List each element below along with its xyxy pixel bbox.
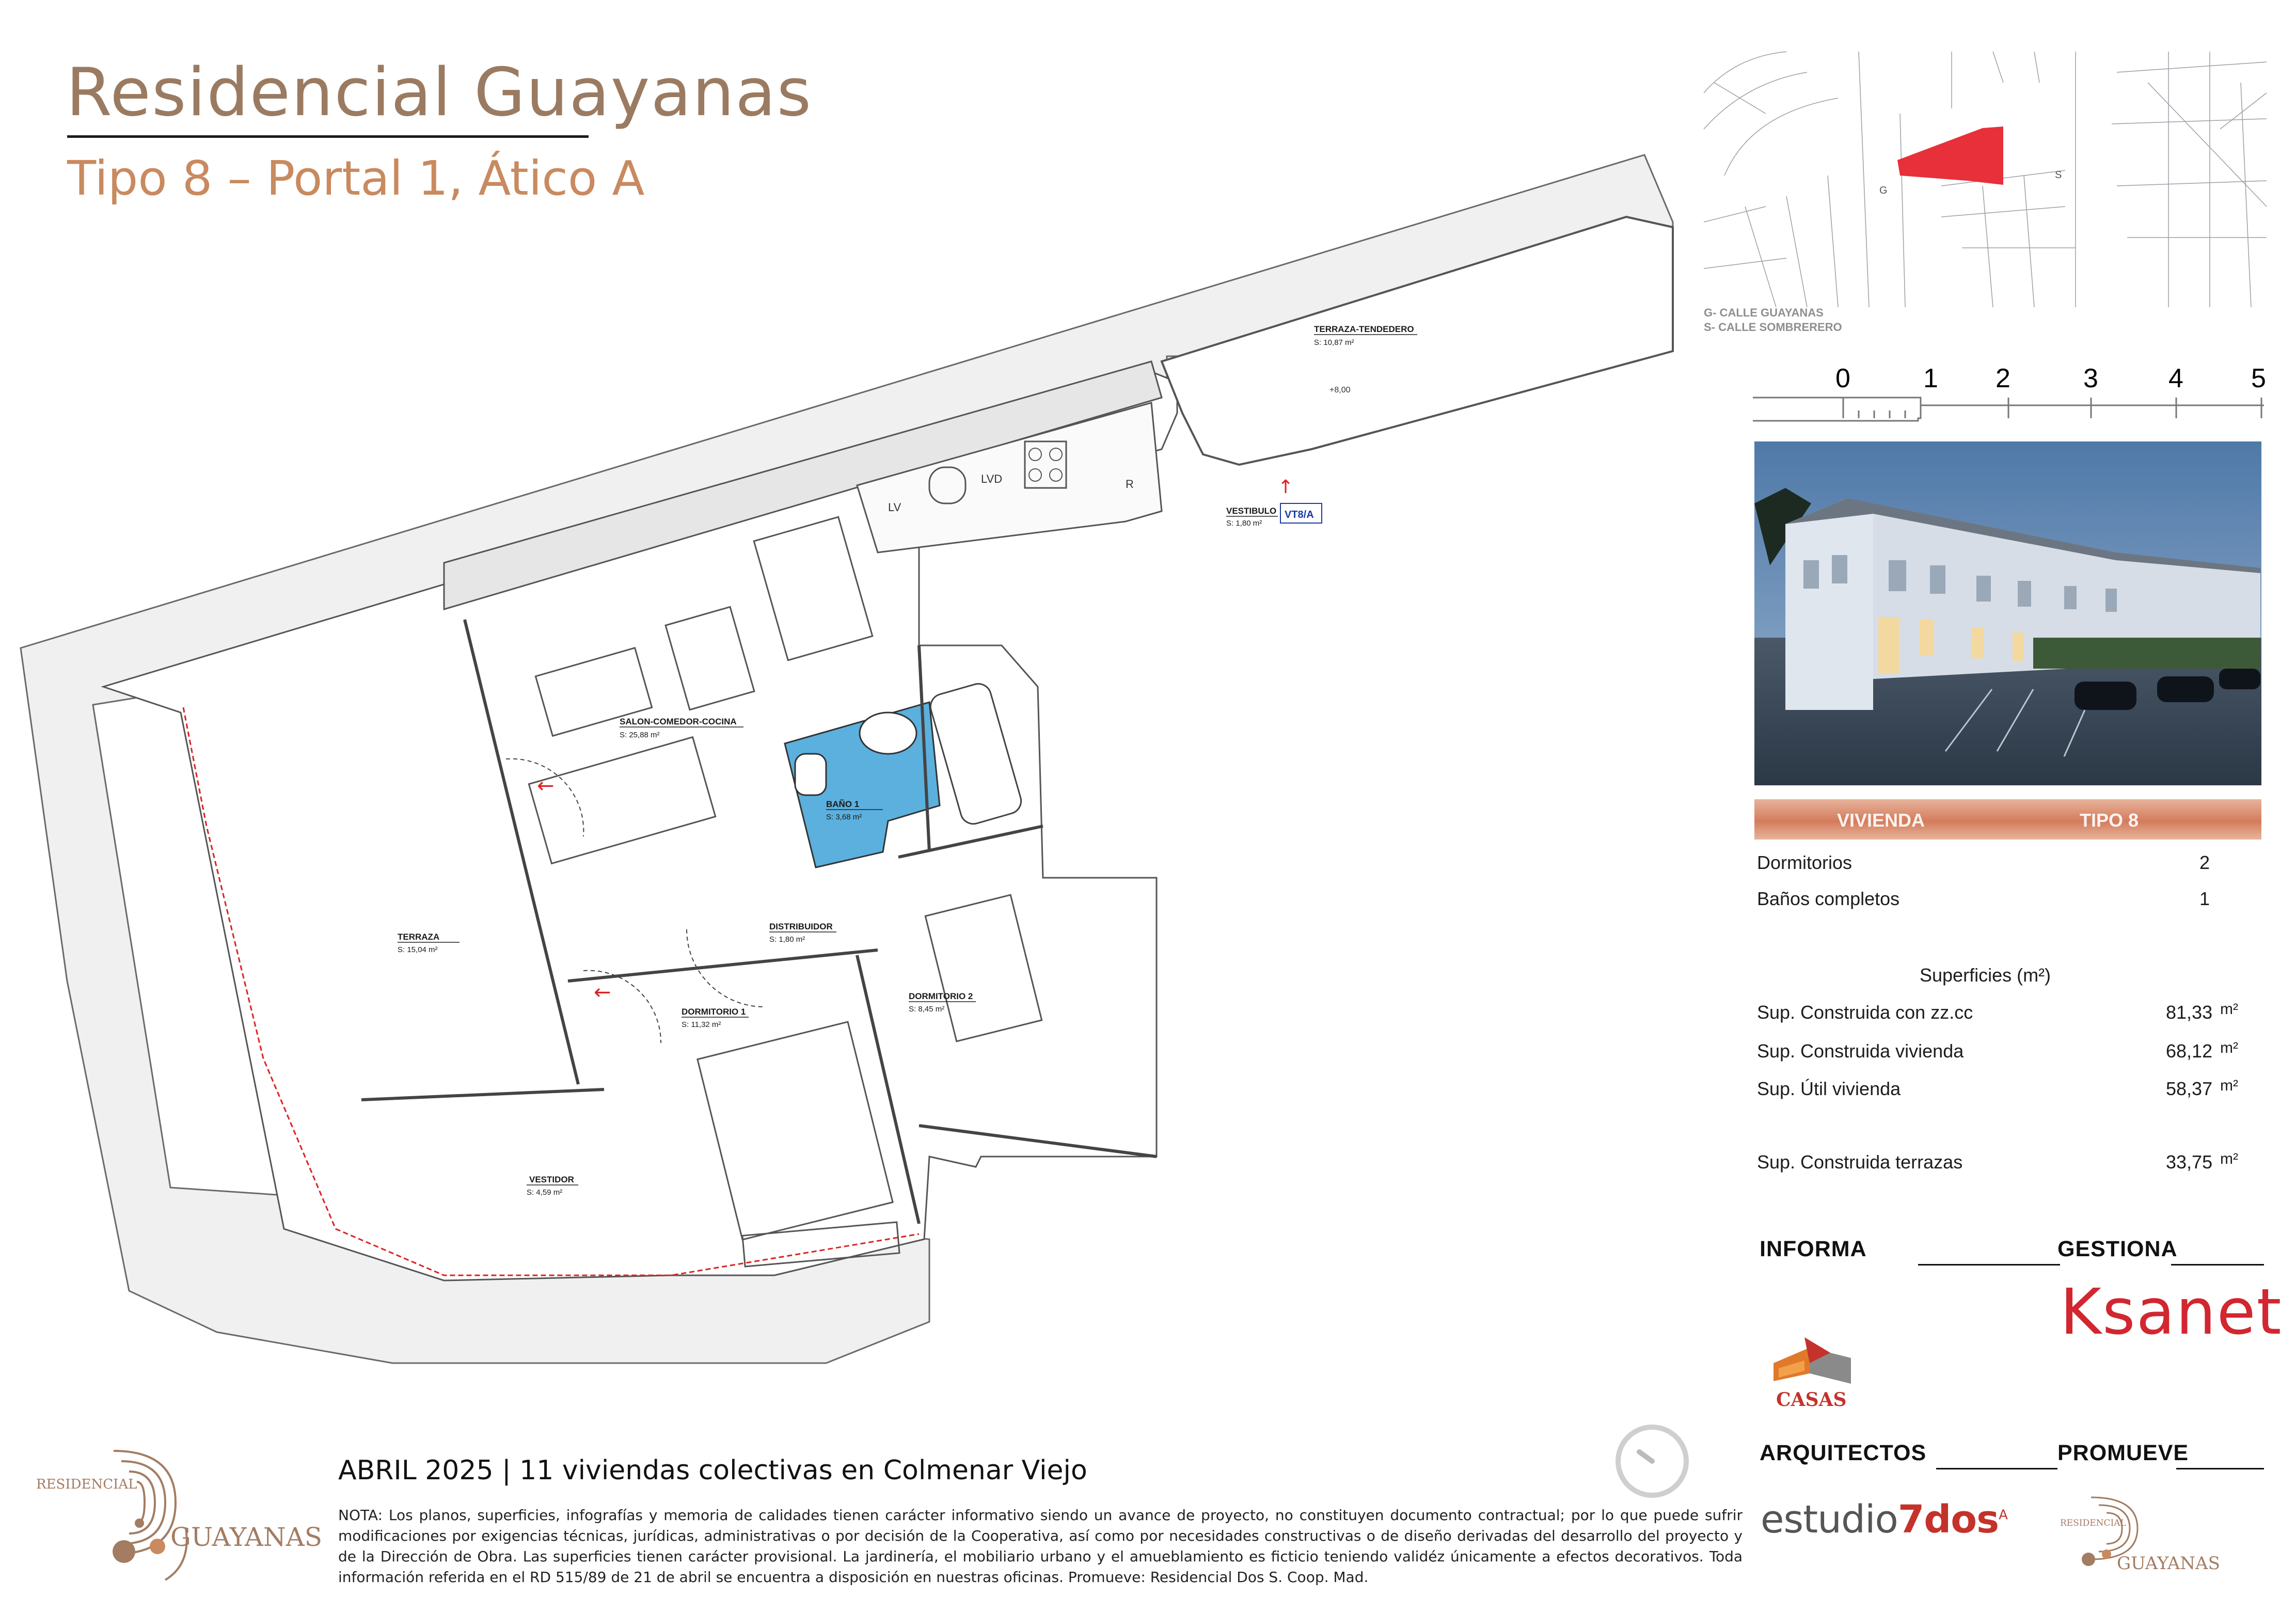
svg-text:1: 1 [1923,363,1938,393]
surface-unit: m² [2220,1150,2238,1167]
promueve-rule [2176,1468,2264,1469]
lvd-label: LVD [981,472,1003,485]
svg-text:4: 4 [2168,363,2183,393]
svg-text:←: ← [594,981,611,1004]
svg-text:S: 1,80 m²: S: 1,80 m² [769,935,805,944]
svg-text:↑: ↑ [1278,477,1294,498]
row-dormitorios-label: Dormitorios [1757,852,1852,873]
page-title: Residencial Guayanas [66,54,813,131]
row-dormitorios-value: 2 [2199,852,2210,873]
ksanet-logo: Ksanet [2060,1275,2283,1349]
surfaces-title: Superficies (m²) [1920,964,2051,986]
site-map [1704,52,2267,307]
svg-text:TERRAZA-TENDEDERO: TERRAZA-TENDEDERO [1314,324,1414,334]
title-divider [67,135,589,138]
svg-text:0: 0 [1835,363,1850,393]
footer-legal-note: NOTA: Los planos, superficies, infografías y memoria de calidades tienen carácter informativo siendo un avance de proyecto, no constituyen documento contractual; por lo que puede sufrir modificaciones por exigencias técnicas, jurídicas, administrativas o por decisión de la Cooperativa, así como por necesidades constructivas o de diseño derivadas del desarrollo del proyecto y de la Dirección de Obra. Las superficies tienen carácter provisional. La jardinería, el mobiliario urbano y el amueblamiento es ficticio teniendo validéz únicamente a efectos decorativos. Toda información referida en el RD 515/89 de 21 de abril se encuentra a disposición en nuestras oficinas. Promueve: Residencial Dos S. Coop. Mad. [338,1507,1743,1586]
table-header-bar [1754,799,2261,840]
svg-text:S: 8,45 m²: S: 8,45 m² [909,1005,945,1014]
gestiona-rule [2171,1264,2264,1266]
scale-bar [1753,361,2264,429]
estudio7dos-logo: estudio7dos$^A$ [1761,1497,2007,1542]
footer-title: ABRIL 2025 | 11 viviendas colectivas en Colmenar Viejo [338,1455,1087,1486]
level-label: +8,00 [1329,386,1351,394]
map-legend: G- CALLE GUAYANAS S- CALLE SOMBRERERO [1704,306,1842,334]
guayanas-logo: RESIDENCIAL GUAYANAS [36,1441,315,1595]
toilet-icon [795,754,826,795]
svg-text:5: 5 [2251,363,2266,393]
svg-text:S: 1,80 m²: S: 1,80 m² [1226,519,1262,528]
arquitectos-label: ARQUITECTOS [1760,1441,1927,1465]
washbasin-icon [860,713,916,754]
surface-label: Sup. Construida vivienda [1757,1040,1964,1062]
arquitectos-rule [1936,1468,2057,1469]
svg-text:S: 10,87 m²: S: 10,87 m² [1314,338,1354,347]
svg-text:SALON-COMEDOR-COCINA: SALON-COMEDOR-COCINA [620,717,737,726]
svg-text:S: 3,68 m²: S: 3,68 m² [826,813,862,821]
surface-value: 68,12 [2166,1040,2213,1062]
surface-unit: m² [2220,1077,2238,1094]
svg-text:TERRAZA: TERRAZA [398,932,440,942]
surface-label: Sup. Construida con zz.cc [1757,1002,1973,1023]
table-header-vivienda: VIVIENDA [1837,810,1925,831]
svg-text:G: G [1879,185,1888,196]
surface-value: 58,37 [2166,1078,2213,1099]
guayanas-logo-small: RESIDENCIAL GUAYANAS [2060,1492,2261,1595]
surface-label: Sup. Construida terrazas [1757,1151,1963,1173]
svg-text:S: 4,59 m²: S: 4,59 m² [527,1188,563,1197]
r-label: R [1126,478,1134,491]
casas-logo-icon [1774,1337,1851,1389]
svg-text:BAÑO 1: BAÑO 1 [826,799,860,809]
surface-value: 33,75 [2166,1151,2213,1173]
svg-text:2: 2 [1996,363,2010,393]
floor-plan [0,150,1693,1368]
casas-logo-text: CASAS [1776,1389,1847,1411]
svg-text:VESTIBULO: VESTIBULO [1226,506,1277,516]
svg-text:VESTIDOR: VESTIDOR [529,1175,574,1184]
svg-text:DISTRIBUIDOR: DISTRIBUIDOR [769,922,833,931]
gestiona-label: GESTIONA [2057,1237,2178,1261]
svg-text:S: S [2055,169,2062,181]
surface-value: 81,33 [2166,1002,2213,1023]
room-label-vestibulo [1226,506,1278,528]
svg-text:3: 3 [2083,363,2098,393]
north-compass-icon [1611,1420,1693,1503]
surface-unit: m² [2220,1001,2238,1018]
svg-text:S: 15,04 m²: S: 15,04 m² [398,945,438,954]
svg-text:DORMITORIO 2: DORMITORIO 2 [909,991,973,1001]
vt-label: VT8/A [1285,509,1314,520]
promueve-label: PROMUEVE [2057,1441,2189,1465]
informa-label: INFORMA [1760,1237,1867,1261]
lv-label: LV [888,501,901,514]
building-render-image [1754,441,2261,785]
svg-text:←: ← [537,774,555,798]
table-header-tipo: TIPO 8 [2080,810,2139,831]
svg-text:S: 25,88 m²: S: 25,88 m² [620,731,660,739]
page-subtitle: Tipo 8 – Portal 1, Ático A [67,151,645,206]
row-banos-label: Baños completos [1757,888,1900,909]
informa-rule [1918,1264,2060,1266]
svg-text:S: 11,32 m²: S: 11,32 m² [682,1020,721,1029]
row-banos-value: 1 [2199,888,2210,909]
svg-text:DORMITORIO 1: DORMITORIO 1 [682,1007,746,1017]
surface-unit: m² [2220,1039,2238,1056]
surface-label: Sup. Útil vivienda [1757,1078,1901,1099]
